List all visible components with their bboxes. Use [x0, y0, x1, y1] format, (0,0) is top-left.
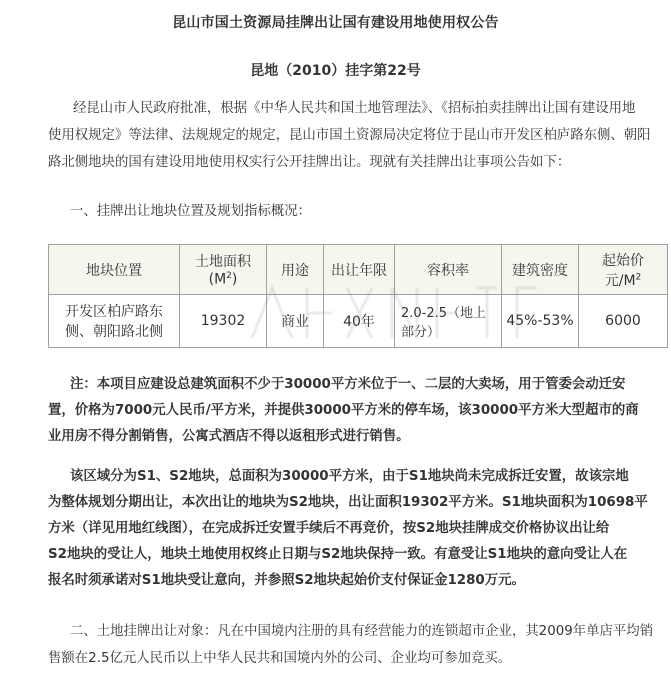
plots-line: 该区域分为S1、S2地块，总面积为30000平方米，由于S1地块尚未完成拆迁安置，故该宗地: [70, 469, 629, 484]
note-line: 业用房不得分割销售，公寓式酒店不得以返租形式进行销售。: [48, 429, 410, 444]
intro-line: 经昆山市人民政府批准，根据《中华人民共和国土地管理法》、《招标拍卖挂牌出让国有建设用地: [73, 101, 636, 116]
intro-line: 使用权规定》等法律、法规规定的规定，昆山市国土资源局决定将位于昆山市开发区柏庐路东侧、朝阳: [48, 128, 651, 143]
section1-heading-text: 一、挂牌出让地块位置及规划指标概况：: [70, 204, 312, 219]
cell-density: 45%-53%: [502, 295, 579, 348]
page-title: 昆山市国土资源局挂牌出让国有建设用地使用权公告: [172, 15, 499, 31]
plot-table: [48, 244, 668, 348]
section1-heading: [48, 200, 311, 219]
plots-line: 报名时须承诺对S1地块受让意向，并参照S2地块起始价支付保证金1280万元。: [48, 573, 525, 588]
header-area-text: 土地面积: [195, 254, 251, 271]
cell-term: 40年: [324, 295, 395, 348]
header-density: [502, 245, 579, 295]
intro-line: 路北侧地块的国有建设用地使用权实行公开挂牌出让。现就有关挂牌出让事项公告如下：: [48, 155, 571, 170]
header-price: [579, 245, 668, 295]
plots-line: 方米（详见用地红线图），在完成拆迁安置手续后不再竞价，按S2地块挂牌成交价格协议出让给: [48, 521, 610, 536]
plots-line: 为整体规划分期出让，本次出让的地块为S2地块，出让面积19302平方米。S1地块面积为10698平: [48, 495, 648, 510]
cell-use: 商业: [267, 295, 324, 348]
header-price-text: 起始价: [602, 252, 644, 269]
cell-price: 6000: [579, 295, 668, 348]
header-area: [180, 245, 267, 295]
table-header-row: [49, 245, 668, 295]
note-line: 注：本项目应建设总建筑面积不少于30000平方米位于一、二层的大卖场，用于管委会动迁安: [70, 377, 626, 392]
cell-location-line: 侧、朝阳路北侧: [65, 324, 163, 340]
section2-paragraph: [48, 618, 658, 672]
header-price-unit: [583, 270, 663, 290]
header-area-unit-text: (M: [208, 271, 227, 288]
cell-area: 19302: [180, 295, 267, 348]
header-area-close: ): [231, 271, 238, 288]
header-term: [324, 245, 395, 295]
cell-location-line: 开发区柏庐路东: [65, 304, 163, 320]
cell-location: [49, 295, 180, 348]
header-price-sup: 2: [635, 271, 642, 282]
plots-line: S2地块的受让人，地块土地使用权终止日期与S2地块保持一致。有意受让S1地块的意向受让人在: [48, 547, 628, 562]
cell-far: [395, 295, 502, 348]
header-area-unit: [184, 271, 262, 288]
cell-far-line: 2.0-2.5（地上: [401, 306, 487, 321]
document-number: 昆地（2010）挂字第22号: [250, 63, 421, 79]
header-use-text: 用途: [281, 262, 309, 279]
header-term-text: 出让年限: [331, 262, 387, 279]
cell-far-line: 部分）: [401, 325, 441, 340]
header-price-unit-text: 元/M: [604, 272, 636, 289]
header-use: [267, 245, 324, 295]
header-area-sup: 2: [226, 271, 232, 282]
section2-line: 二、土地挂牌出让对象：凡在中国境内注册的具有经营能力的连锁超市企业，其2009年单店平均销: [70, 624, 654, 639]
note-paragraph: [48, 372, 654, 450]
header-location-text: 地块位置: [86, 262, 142, 279]
section2-line: 售额在2.5亿元人民币以上中华人民共和国境内外的公司、企业均可参加竞买。: [48, 651, 512, 666]
intro-paragraph: [48, 95, 658, 176]
table-row: [49, 295, 668, 348]
header-density-text: 建筑密度: [512, 262, 568, 279]
header-location: [49, 245, 180, 295]
header-far-text: 容积率: [427, 262, 469, 279]
header-far: [395, 245, 502, 295]
note-line: 置，价格为7000元人民币/平方米，并提供30000平方米的停车场，该30000平方米大型超市的商: [48, 403, 639, 418]
plots-paragraph: [48, 464, 654, 594]
